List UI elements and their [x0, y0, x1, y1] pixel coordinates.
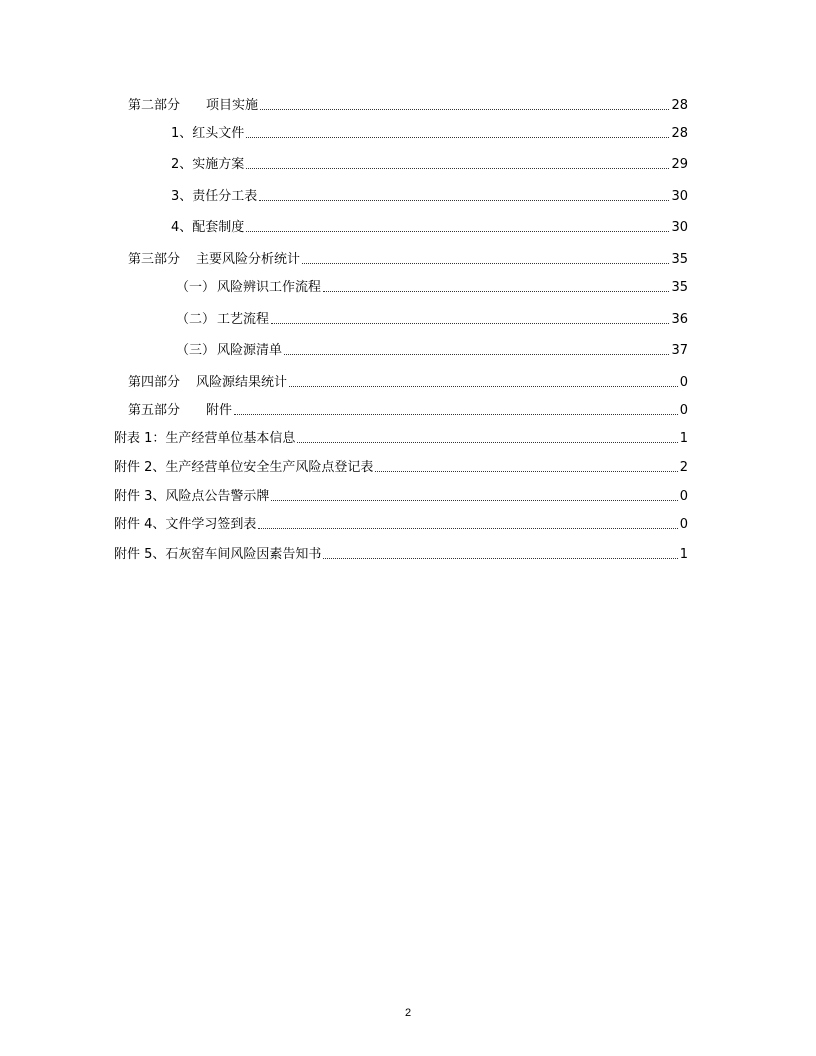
dot-leader — [323, 558, 677, 559]
toc-entry-page: 36 — [671, 312, 688, 327]
toc-entry-page: 0 — [679, 403, 688, 418]
toc-entry-page: 2 — [679, 460, 688, 475]
dot-leader — [284, 354, 669, 355]
toc-entry-title: 工艺流程 — [217, 312, 270, 327]
dot-leader — [302, 263, 669, 264]
toc-entry-title: 2、实施方案 — [171, 157, 245, 172]
toc-entry-part-2[interactable] — [128, 94, 688, 114]
toc-entry-title: 附件 4、文件学习签到表 — [114, 517, 257, 532]
toc-entry-title: 1、红头文件 — [171, 126, 245, 141]
toc-entry-title: 风险辨识工作流程 — [217, 280, 322, 295]
toc-entry-title: 3、责任分工表 — [171, 189, 258, 204]
toc-entry-red-header-docs[interactable] — [171, 122, 688, 142]
toc-entry-appendix-table-1[interactable] — [114, 427, 688, 447]
toc-entry-title: 项目实施 — [206, 98, 259, 113]
dot-leader — [259, 200, 669, 201]
toc-entry-part-4[interactable] — [128, 371, 688, 391]
footer-page-number: 2 — [404, 1007, 412, 1019]
toc-entry-process-flow[interactable] — [176, 308, 688, 328]
toc-entry-page: 1 — [679, 431, 688, 446]
toc-entry-appendix-5[interactable] — [114, 543, 688, 563]
toc-entry-page: 30 — [671, 220, 688, 235]
dot-leader — [323, 291, 669, 292]
toc-entry-prefix: （三） — [176, 343, 216, 358]
toc-entry-title: 附件 2、生产经营单位安全生产风险点登记表 — [114, 460, 374, 475]
toc-entry-page: 35 — [671, 280, 688, 295]
toc-entry-part-3[interactable] — [128, 248, 688, 268]
toc-entry-title: 附表 1：生产经营单位基本信息 — [114, 431, 296, 446]
toc-entry-title: 主要风险分析统计 — [196, 252, 301, 267]
toc-entry-supporting-rules[interactable] — [171, 216, 688, 236]
dot-leader — [246, 231, 669, 232]
toc-entry-title: 风险源清单 — [217, 343, 283, 358]
toc-entry-prefix: 第三部分 — [128, 252, 181, 267]
toc-entry-implementation-plan[interactable] — [171, 153, 688, 173]
toc-entry-appendix-4[interactable] — [114, 513, 688, 533]
toc-entry-part-5[interactable] — [128, 399, 688, 419]
dot-leader — [297, 442, 677, 443]
toc-entry-page: 30 — [671, 189, 688, 204]
toc-entry-prefix: 第五部分 — [128, 403, 181, 418]
toc-entry-page: 29 — [671, 157, 688, 172]
dot-leader — [260, 109, 669, 110]
toc-entry-page: 35 — [671, 252, 688, 267]
toc-entry-title: 附件 — [206, 403, 233, 418]
dot-leader — [375, 471, 677, 472]
toc-entry-title: 附件 3、风险点公告警示牌 — [114, 489, 270, 504]
toc-entry-responsibility-table[interactable] — [171, 185, 688, 205]
toc-entry-prefix: 第二部分 — [128, 98, 181, 113]
dot-leader — [271, 323, 669, 324]
toc-entry-page: 0 — [679, 375, 688, 390]
toc-entry-page: 28 — [671, 126, 688, 141]
toc-entry-appendix-3[interactable] — [114, 485, 688, 505]
dot-leader — [258, 528, 677, 529]
toc-entry-title: 风险源结果统计 — [196, 375, 288, 390]
toc-entry-risk-source-list[interactable] — [176, 339, 688, 359]
toc-entry-page: 0 — [679, 489, 688, 504]
toc-entry-risk-identification-flow[interactable] — [176, 276, 688, 296]
dot-leader — [234, 414, 678, 415]
toc-entry-title: 4、配套制度 — [171, 220, 245, 235]
toc-entry-page: 28 — [671, 98, 688, 113]
toc-entry-prefix: （二） — [176, 312, 216, 327]
toc-entry-prefix: 第四部分 — [128, 375, 181, 390]
dot-leader — [246, 168, 669, 169]
toc-entry-page: 0 — [679, 517, 688, 532]
dot-leader — [246, 137, 669, 138]
toc-entry-page: 1 — [679, 547, 688, 562]
toc-entry-appendix-2[interactable] — [114, 456, 688, 476]
toc-entry-page: 37 — [671, 343, 688, 358]
dot-leader — [289, 386, 678, 387]
toc-entry-title: 附件 5、石灰窑车间风险因素告知书 — [114, 547, 322, 562]
dot-leader — [271, 500, 677, 501]
toc-entry-prefix: （一） — [176, 280, 216, 295]
